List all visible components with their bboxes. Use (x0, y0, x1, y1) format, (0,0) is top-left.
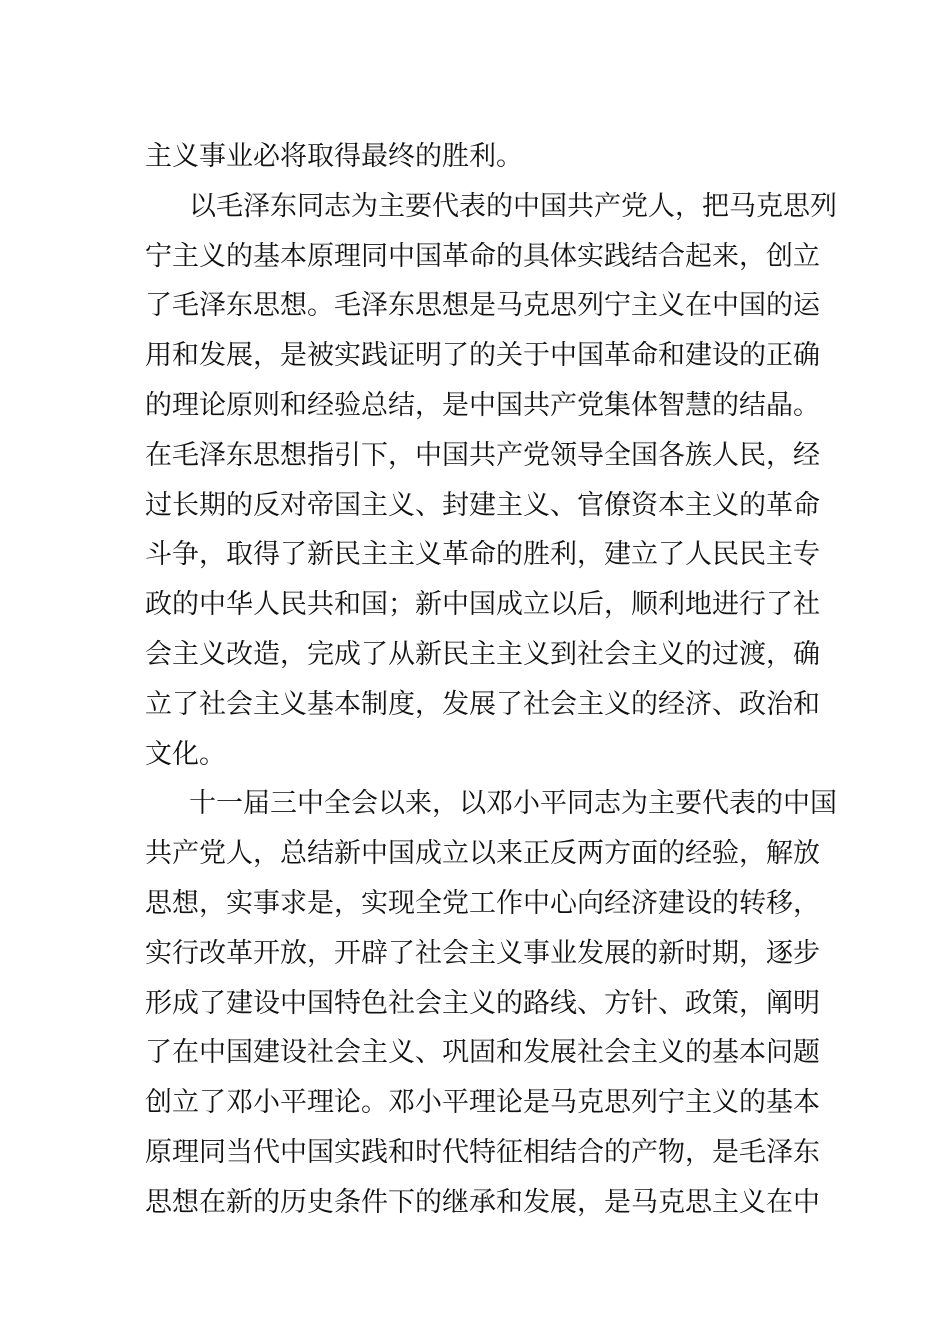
text-line: 立了社会主义基本制度，发展了社会主义的经济、政治和 (145, 688, 820, 720)
text-line: 政的中华人民共和国；新中国成立以后，顺利地进行了社 (145, 589, 820, 621)
text-line: 了毛泽东思想。毛泽东思想是马克思列宁主义在中国的运 (145, 290, 820, 322)
text-line: 原理同当代中国实践和时代特征相结合的产物，是毛泽东 (145, 1136, 820, 1168)
text-line: 斗争，取得了新民主主义革命的胜利，建立了人民民主专 (145, 539, 820, 571)
text-line: 过长期的反对帝国主义、封建主义、官僚资本主义的革命 (145, 489, 820, 521)
paragraph (145, 779, 837, 1227)
text-line: 了在中国建设社会主义、巩固和发展社会主义的基本问题 (145, 1037, 820, 1069)
text-line: 文化。 (145, 738, 226, 770)
text-line: 思想，实事求是，实现全党工作中心向经济建设的转移， (145, 887, 820, 919)
text-line: 创立了邓小平理论。邓小平理论是马克思列宁主义的基本 (145, 1087, 820, 1119)
text-line: 十一届三中全会以来，以邓小平同志为主要代表的中国 (189, 788, 837, 820)
body-text (145, 132, 837, 1228)
text-line: 实行改革开放，开辟了社会主义事业发展的新时期，逐步 (145, 937, 820, 969)
text-line: 共产党人，总结新中国成立以来正反两方面的经验，解放 (145, 838, 820, 870)
text-line: 以毛泽东同志为主要代表的中国共产党人，把马克思列 (189, 190, 837, 222)
text-line: 在毛泽东思想指引下，中国共产党领导全国各族人民，经 (145, 439, 820, 471)
paragraph (145, 182, 837, 780)
text-line: 的理论原则和经验总结，是中国共产党集体智慧的结晶。 (145, 389, 820, 421)
text-line: 用和发展，是被实践证明了的关于中国革命和建设的正确 (145, 340, 820, 372)
text-line: 思想在新的历史条件下的继承和发展，是马克思主义在中 (145, 1186, 820, 1218)
paragraph (145, 132, 810, 182)
text-line: 会主义改造，完成了从新民主主义到社会主义的过渡，确 (145, 638, 820, 670)
text-line: 宁主义的基本原理同中国革命的具体实践结合起来，创立 (145, 240, 820, 272)
text-line: 形成了建设中国特色社会主义的路线、方针、政策，阐明 (145, 987, 820, 1019)
text-line: 主义事业必将取得最终的胜利。 (145, 141, 523, 172)
